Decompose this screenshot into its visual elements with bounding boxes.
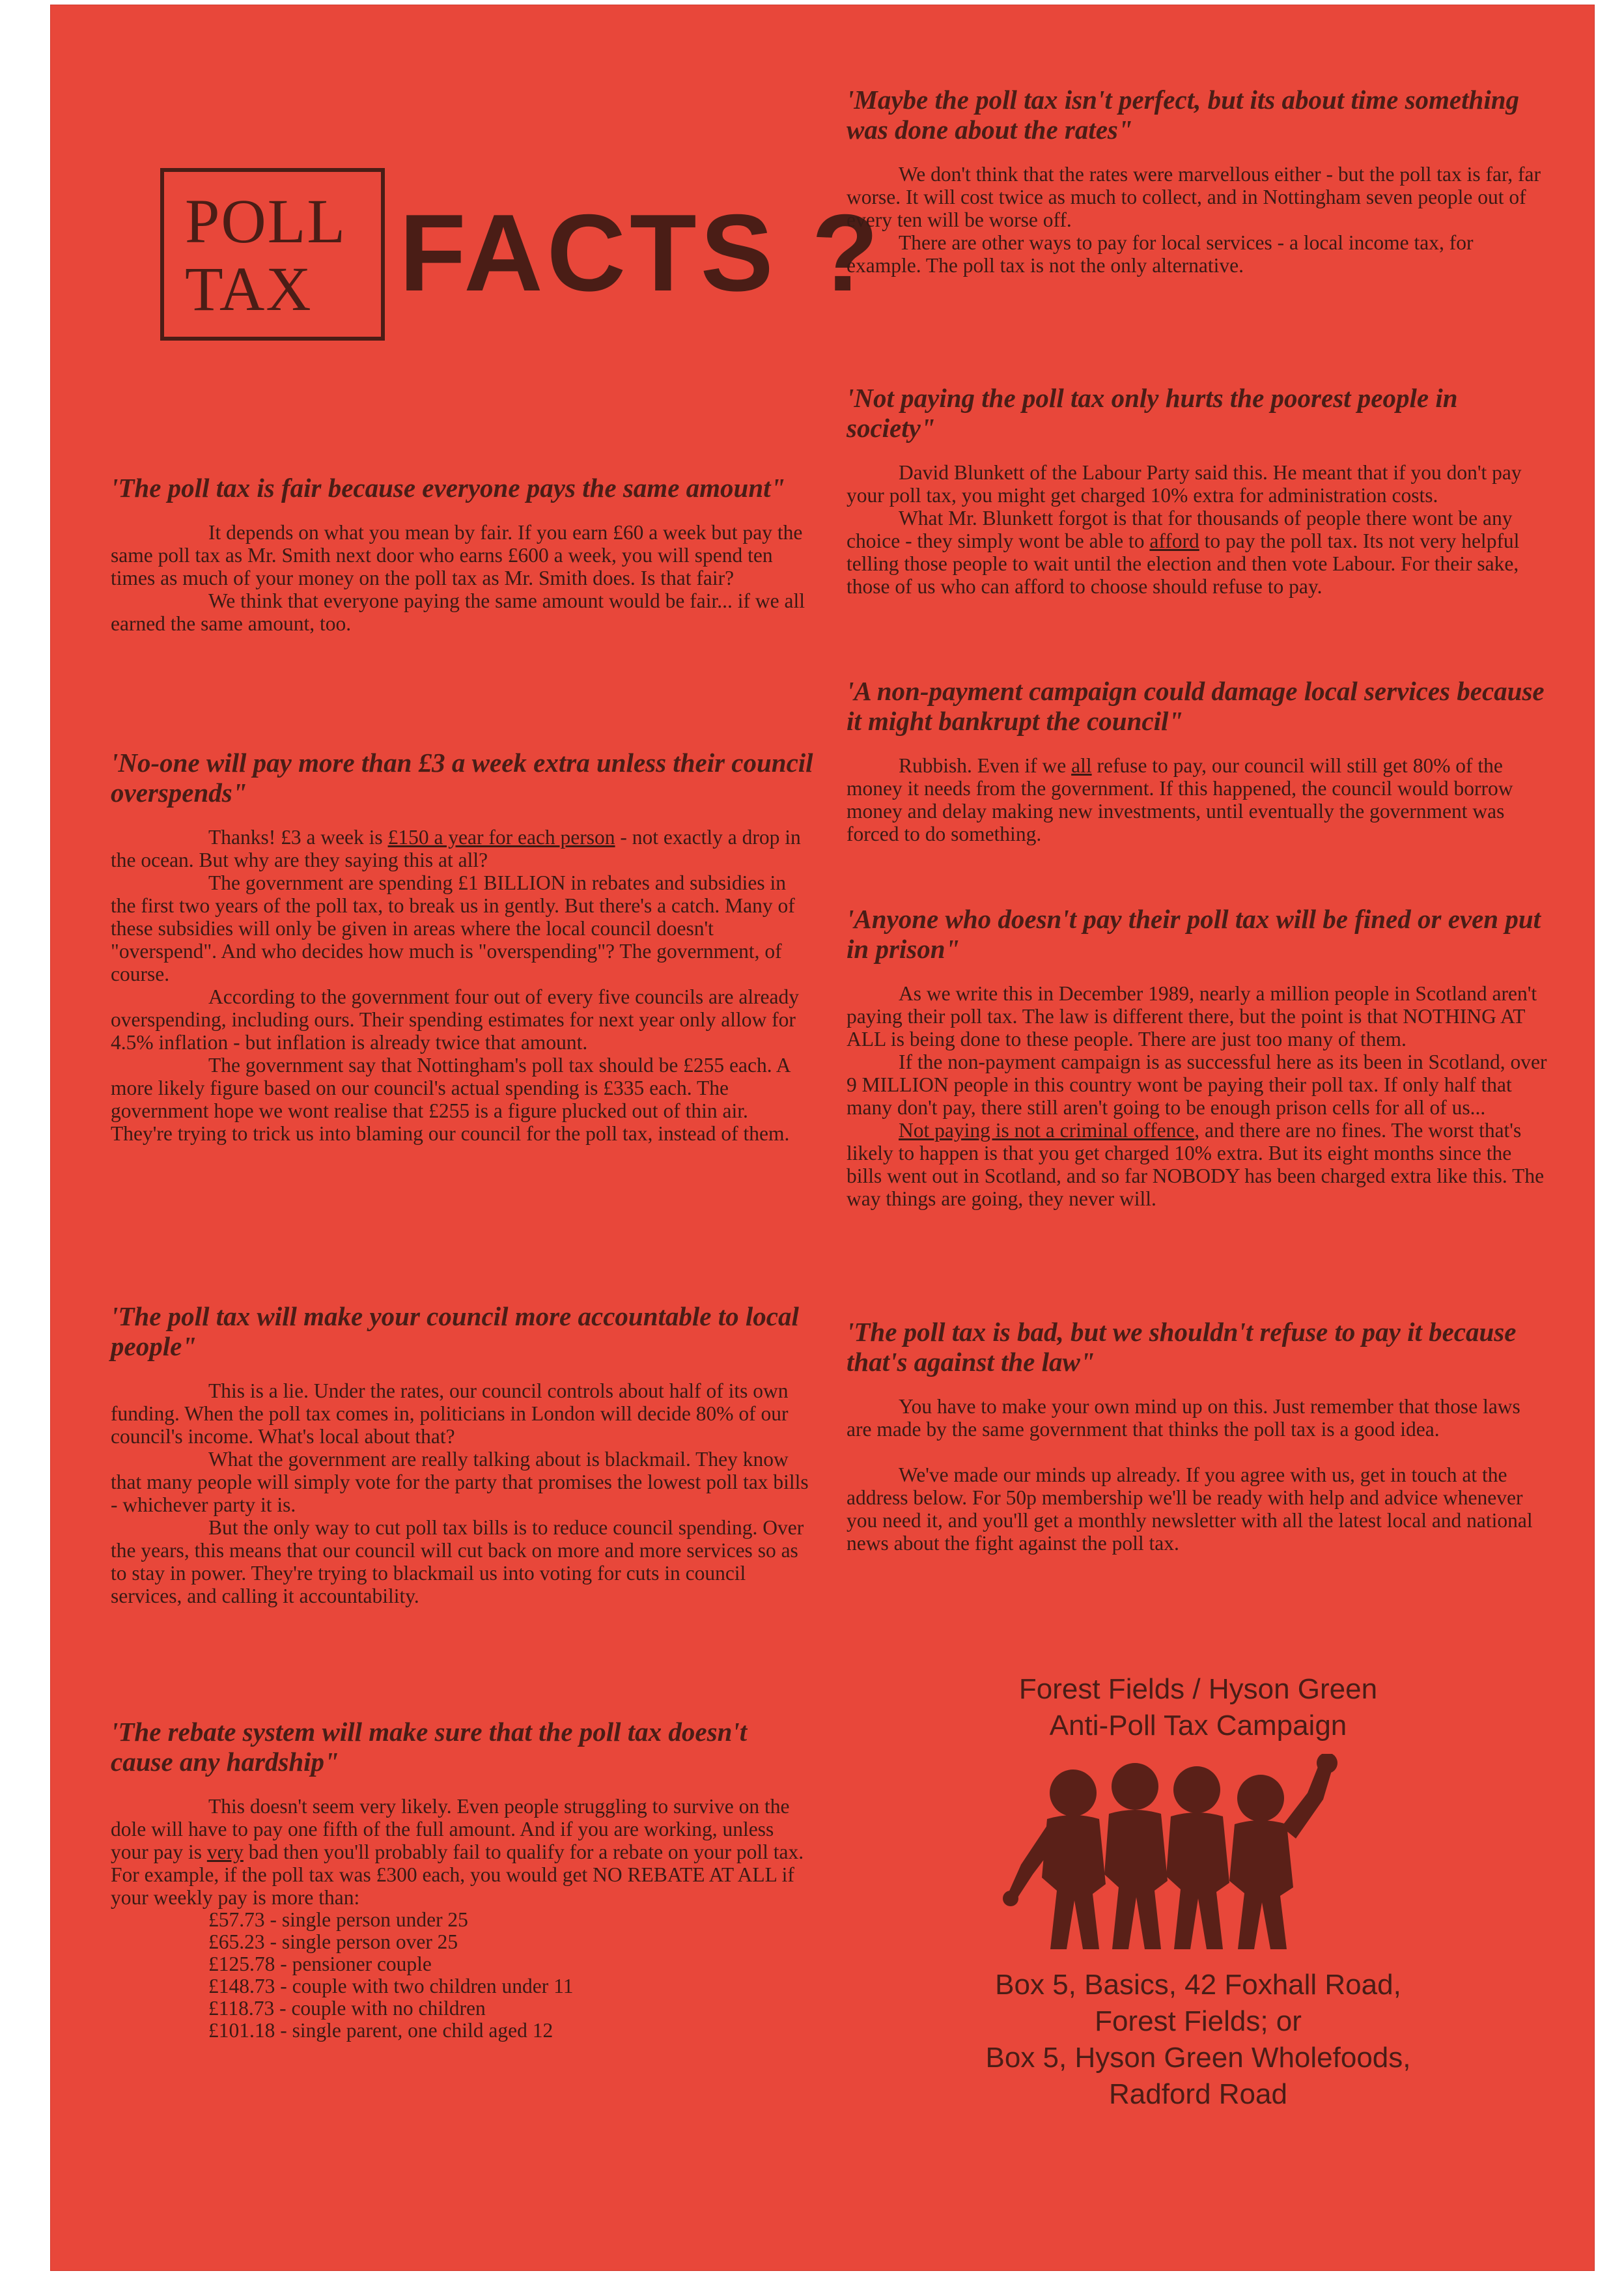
text-run: Rubbish. Even if we: [899, 754, 1072, 777]
text-run: What Mr. Blunkett forgot is that for thousands of people there wont be any choice - they simply wont be able to: [847, 507, 1513, 552]
section-rebate: [111, 1717, 814, 2042]
section-heading: 'Maybe the poll tax isn't perfect, but its about time something was done about the rates": [847, 85, 1520, 145]
paragraph: If the non-payment campaign is as successful here as its been in Scotland, over 9 MILLION people in this country wont be paying their poll tax. If only half that many don't pay, there still aren't going to be enough prison cells for all of us...: [847, 1050, 1547, 1119]
list-item: £148.73 - couple with two children under 11: [208, 1975, 574, 1997]
leaflet-sheet: [51, 5, 1594, 2270]
section-law: [847, 1317, 1550, 1555]
poll-tax-logo: [160, 168, 385, 341]
list-item: £125.78 - pensioner couple: [208, 1953, 432, 1975]
underlined-text: very: [206, 1840, 244, 1863]
underlined-text: all: [1071, 754, 1092, 777]
address-line: Radford Road: [1109, 2078, 1287, 2110]
text-run: bad then you'll probably fail to qualify for a rebate on your poll tax. For example, if the poll tax was £300 each, you would get NO REBATE AT ALL if your weekly pay is more than:: [111, 1840, 804, 1909]
paragraph: The government are spending £1 BILLION in rebates and subsidies in the first two years of the poll tax, to break us in gently. But there's a catch. Many of these subsidies will only be given in areas where the local council doesn't "overspend". And who decides how much is "overspending"? The government, of course.: [111, 871, 795, 985]
underlined-text: afford: [1149, 529, 1199, 552]
campaign-line: Forest Fields / Hyson Green: [1018, 1673, 1378, 1705]
paragraph: [847, 754, 1550, 845]
paragraph: We've made our minds up already. If you agree with us, get in touch at the address below. For 50p membership we'll be ready with help and advice whenever you need it, and you'll get a monthly newsletter with all the latest local and national news about the fight against the poll tax.: [847, 1463, 1533, 1555]
paragraph: It depends on what you mean by fair. If you earn £60 a week but pay the same poll tax as Mr. Smith next door who earns £600 a week, you will spend ten times as much of your money on the poll tax as Mr. Smith does. Is that fair?: [111, 521, 803, 589]
section-bankrupt: [847, 676, 1550, 845]
paragraph: You have to make your own mind up on this. Just remember that those laws are made by the same government that thinks the poll tax is a good idea.: [847, 1395, 1520, 1441]
section-heading: 'No-one will pay more than £3 a week extra unless their council overspends": [111, 748, 813, 808]
paragraph: This is a lie. Under the rates, our council controls about half of its own funding. When the poll tax comes in, politicians in London will decide 80% of our council's income. What's local about that?: [111, 1379, 789, 1448]
text-run: refuse to pay, our council will still get 80% of the money it needs from the government. If this happened, the council would borrow money and delay making new investments, until eventually the government was forced to do something.: [847, 754, 1513, 845]
list-item: £57.73 - single person under 25: [208, 1908, 468, 1931]
contact-address: [847, 1967, 1550, 2113]
paragraph: [847, 507, 1550, 598]
text-run: , and there are no fines. The worst that's likely to happen is that you get charged 10% extra. But its eight months since the bills went out in Scotland, and so far NOBODY has been charged extra like this. The way things are going, they never will.: [847, 1119, 1545, 1210]
section-heading: 'Not paying the poll tax only hurts the poorest people in society": [847, 383, 1458, 443]
paragraph: [111, 1795, 814, 1909]
paragraph: The government say that Nottingham's poll tax should be £255 each. A more likely figure based on our council's actual spending is £335 each. The government hope we wont realise that £255 is a figure plucked out of thin air. They're trying to trick us into blaming our council for the poll tax, instead of them.: [111, 1054, 790, 1145]
text-run: Thanks! £3 a week is: [208, 826, 388, 849]
paragraph: But the only way to cut poll tax bills is to reduce council spending. Over the years, this means that our council will cut back on more and more services so as to stay in power. They're trying to blackmail us into voting for cuts in council services, and calling it accountability.: [111, 1516, 804, 1607]
logo-word-tax: TAX: [185, 254, 313, 324]
page-title: FACTS ?: [399, 191, 882, 314]
text-run: to pay the poll tax. Its not very helpful telling those people to wait until the election and then vote Labour. For their sake, those of us who can afford to choose should refuse to pay.: [847, 529, 1520, 598]
underlined-text: Not paying is not a criminal offence: [899, 1119, 1195, 1142]
logo-word-poll: POLL: [185, 186, 346, 256]
underlined-text: £150 a year for each person: [387, 826, 615, 849]
address-line: Forest Fields; or: [1095, 2005, 1302, 2037]
paragraph: What the government are really talking about is blackmail. They know that many people will simply vote for the party that promises the lowest poll tax bills - whichever party it is.: [111, 1448, 809, 1516]
campaign-name: [847, 1671, 1550, 1744]
section-heading: 'The poll tax will make your council more accountable to local people": [111, 1301, 799, 1361]
campaign-line: Anti-Poll Tax Campaign: [1049, 1710, 1347, 1741]
paragraph: David Blunkett of the Labour Party said this. He meant that if you don't pay your poll tax, you might get charged 10% extra for administration costs.: [847, 461, 1522, 507]
protest-figures-icon: [1001, 1754, 1353, 1956]
address-line: Box 5, Hyson Green Wholefoods,: [985, 2042, 1411, 2074]
section-prison: [847, 904, 1550, 1210]
paragraph: [111, 826, 814, 871]
section-rates: [847, 85, 1550, 277]
rebate-threshold-list: [208, 1909, 814, 2042]
address-line: Box 5, Basics, 42 Foxhall Road,: [995, 1969, 1401, 2001]
section-heading: 'The poll tax is bad, but we shouldn't refuse to pay it because that's against the law": [847, 1317, 1517, 1377]
paragraph: [847, 1119, 1550, 1210]
section-fair: [111, 473, 814, 635]
section-accountable: [111, 1301, 814, 1607]
section-heading: 'The rebate system will make sure that the poll tax doesn't cause any hardship": [111, 1717, 748, 1777]
paragraph: There are other ways to pay for local services - a local income tax, for example. The poll tax is not the only alternative.: [847, 231, 1474, 277]
list-item: £65.23 - single person over 25: [208, 1930, 458, 1953]
paragraph: As we write this in December 1989, nearly a million people in Scotland aren't paying their poll tax. The law is different there, but the point is that NOTHING AT ALL is being done to these people. There are just too many of them.: [847, 982, 1537, 1050]
section-heading: 'A non-payment campaign could damage local services because it might bankrupt the council": [847, 676, 1545, 736]
section-three-pounds: [111, 748, 814, 1145]
list-item: £118.73 - couple with no children: [208, 1997, 486, 2020]
list-item: £101.18 - single parent, one child aged 12: [208, 2019, 553, 2042]
paragraph: We don't think that the rates were marvellous either - but the poll tax is far, far worse. It will cost twice as much to collect, and in Nottingham seven people out of every ten will be worse off.: [847, 163, 1541, 231]
text-run: - not exactly a drop in the ocean. But why are they saying this at all?: [111, 826, 801, 871]
section-heading: 'Anyone who doesn't pay their poll tax will be fined or even put in prison": [847, 904, 1541, 964]
paragraph: We think that everyone paying the same amount would be fair... if we all earned the same amount, too.: [111, 589, 805, 635]
paragraph: According to the government four out of every five councils are already overspending, including ours. Their spending estimates for next year only allow for 4.5% inflation - but inflation is already twice that amount.: [111, 985, 800, 1054]
text-run: This doesn't seem very likely. Even people struggling to survive on the dole will have to pay one fifth of the full amount. And if you are working, unless your pay is: [111, 1795, 790, 1863]
section-poorest: [847, 383, 1550, 598]
section-heading: 'The poll tax is fair because everyone pays the same amount": [111, 473, 786, 503]
